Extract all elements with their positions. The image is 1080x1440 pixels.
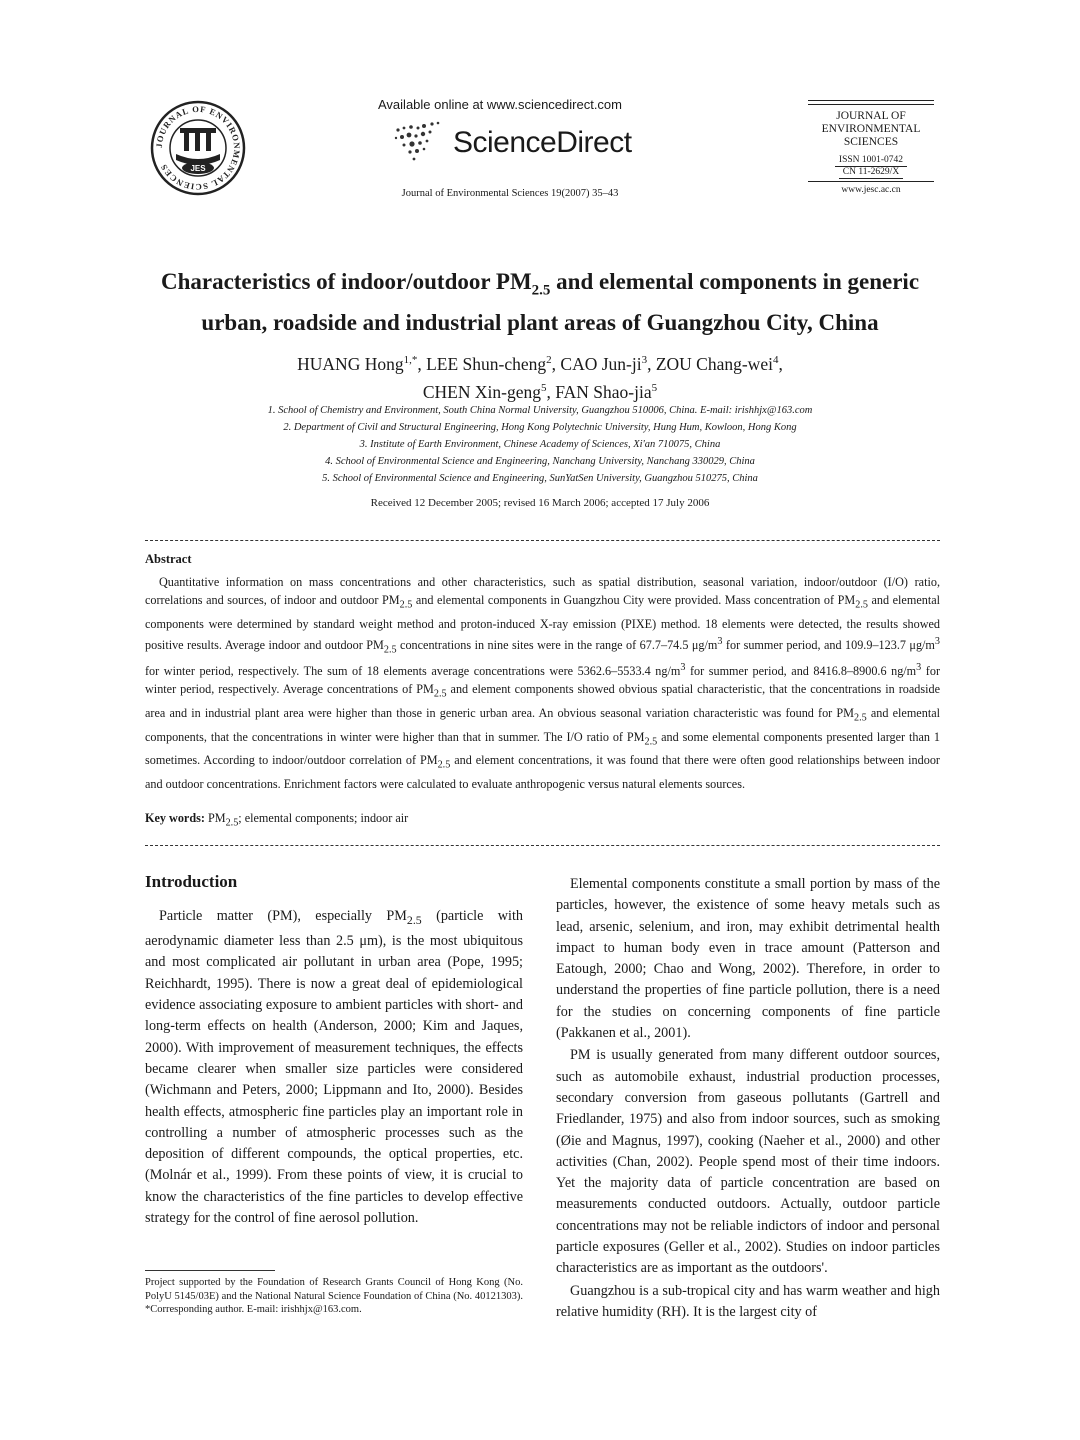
journal-citation: Journal of Environmental Sciences 19(2007) 35–43	[401, 188, 619, 199]
keywords-label: Key words:	[145, 811, 205, 825]
masthead-rule	[808, 104, 934, 105]
author-name[interactable]: CAO Jun-ji	[560, 353, 642, 374]
journal-masthead	[808, 100, 934, 196]
masthead-title: JOURNAL OF ENVIRONMENTAL SCIENCES	[821, 110, 921, 148]
footnote-rule	[145, 1270, 275, 1271]
author-list: HUANG Hong$^{1,*}$, LEE Shun-cheng$^2$, CAO Jun-$ji^3$, ZOU Chang-wei$^4$, CHEN Xin-geng$^5$, FAN Shao-jia$^5$	[297, 353, 783, 402]
column-left	[145, 872, 523, 1229]
author-name[interactable]: HUANG Hong	[297, 353, 404, 374]
abstract-text: Quantitative information on mass concentrations and other characteristics, such as spatial distribution, seasonal variation, indoor/outdoor (I/O) ratio, correlations and sources, of indoor and outdoor $PM_{2.5}$ and elemental components in Guangzhou City were provided. Mass concentration of $PM_{2.5}$ and elemental components were determined by standard weight method and proton-induced X-ray emission (PIXE) method. 18 elements were detected, the results showed positive results. Average indoor and outdoor $PM_{2.5}$ concentrations in nine sites were in the range of 67.7–74.5 $\mu g/m^3$ for summer period, and 109.9–123.7 $\mu g/m^3$ for winter period, respectively. The sum of 18 elements average concentrations were 5362.6–5533.4 $ng/m^3$ for summer period, and 8416.8–8900.6 $ng/m^3$ for winter period, respectively. Average concentrations of $PM_{2.5}$ and element components showed obvious spatial characteristic, that the concentrations in roadside area and in industrial plant area were higher than those in generic urban area. An obvious seasonal variation characteristic was found for $PM_{2.5}$ and elemental components, that the concentrations in winter were higher than that in summer. The I/O ratio of $PM_{2.5}$ and some elemental components presented larger than 1 sometimes. According to indoor/outdoor correlation of $PM_{2.5}$ and element concentrations, it was found that there were often good relationships between indoor and outdoor concentrations. Enrichment factors were calculated to evaluate anthropogenic versus natural elements sources.	[145, 575, 941, 791]
author-name[interactable]: LEE Shun-cheng	[426, 353, 547, 374]
section-heading: Introduction	[145, 872, 238, 891]
affiliations	[130, 402, 950, 487]
section-divider	[145, 845, 940, 846]
journal-logo-icon	[150, 100, 246, 196]
column-right	[556, 874, 940, 1323]
affiliation-item: 3. Institute of Earth Environment, Chinese Academy of Sciences, Xi'an 710075, China	[359, 439, 721, 450]
footnote: Project supported by the Foundation of Research Grants Council of Hong Kong (No. PolyU 5145/03E) and the National Natural Science Foundation of China (No. 40121303). *Corresponding author. E-mail: irishhjx@163.com.	[145, 1277, 523, 1315]
body-paragraph: Particle matter (PM), especially $PM_{2.5}$ (particle with aerodynamic diameter less than 2.5 μm), is the most ubiquitous and most complicated air pollutant in urban area (Pope, 1995; Reichhardt, 1995). There is now a great deal of epidemiological evidence associating exposure to ambient particles with short- and long-term effects on health (Anderson, 2000; Kim and Jaques, 2000). With improvement of measurement techniques, the effects became clearer when smaller size particles were considered (Wichmann and Peters, 2000; Lippmann and Ito, 2000). Besides health effects, atmospheric fine particles play an important role in controlling a number of atmospheric processes such as the deposition of different compounds, the optical properties, etc. (Molnár et al., 1999). From these points of view, it is crucial to know the characteristics of the fine particles to develop effective strategy for the control of fine aerosol pollution.	[145, 908, 523, 1226]
section-divider	[145, 540, 940, 541]
sciencedirect-name: ScienceDirect	[453, 126, 632, 159]
keywords: Key words: $PM_{2.5}$; elemental components; indoor air	[145, 811, 409, 829]
journal-url[interactable]: www.jesc.ac.cn	[841, 185, 901, 195]
body-paragraph: Guangzhou is a sub-tropical city and has warm weather and high relative humidity (RH). It is the largest city of	[556, 1282, 940, 1320]
masthead-rule	[808, 181, 934, 182]
sciencedirect-brand[interactable]	[390, 118, 670, 166]
logo-abbrev: JES	[190, 164, 206, 173]
author-name[interactable]: FAN Shao-jia	[555, 381, 652, 402]
online-availability: Available online at www.sciencedirect.com	[378, 97, 622, 112]
author-name[interactable]: ZOU Chang-wei	[655, 353, 773, 374]
author-name[interactable]: CHEN Xin-geng	[422, 381, 541, 402]
body-paragraph: PM is usually generated from many different outdoor sources, such as automobile exhaust, industrial production processes, secondary conversion from gaseous pollutants (Gartrell and Friedlander, 1975) and also from indoor sources, such as smoking (Øie and Magnus, 1997), cooking (Naeher et al., 2000) and other activities (Chan, 2002). People spend most of their time indoors. Yet the majority data of particle concentration are based on measurements conducted outdoors. Actually, outdoor particle concentrations may not be reliable indictors of indoor and personal particle exposures (Geller et al., 2002). Studies on indoor particles characteristics are as important as the outdoors'.	[556, 1047, 940, 1277]
masthead-issn: ISSN 1001-0742 CN 11-2629/X	[808, 155, 934, 179]
paper-title: Characteristics of indoor/outdoor $PM_{2.5}$ and elemental components in generic urban, roadside and industrial plant areas of Guangzhou City, China	[160, 269, 920, 335]
masthead-rule	[808, 100, 934, 101]
logo-ring-text: JOURNAL OF ENVIRONMENTAL SCIENCES	[153, 103, 243, 193]
abstract-heading: Abstract	[145, 552, 192, 566]
affiliation-item: 5. School of Environmental Science and Engineering, SunYatSen University, Guangzhou 510275, China	[322, 473, 758, 484]
body-paragraph: Elemental components constitute a small portion by mass of the particles, however, the existence of some heavy metals such as lead, arsenic, selenium, and iron, may exhibit detrimental health impact to human body even in trace amount (Patterson and Eatough, 2000; Chao and Wong, 2002). Therefore, in order to understand the properties of fine particle pollution, there is a need for the studies on concerning components of fine particle (Pakkanen et al., 2001).	[556, 876, 940, 1042]
affiliation-item: 1. School of Chemistry and Environment, South China Normal University, Guangzhou 510006, China. E-mail: irishhjx@163.com	[267, 405, 813, 416]
received-dates: Received 12 December 2005; revised 16 March 2006; accepted 17 July 2006	[370, 497, 710, 509]
affiliation-item: 2. Department of Civil and Structural Engineering, Hong Kong Polytechnic University, Hung Hum, Kowloon, Hong Kong	[283, 422, 797, 433]
affiliation-item: 4. School of Environmental Science and Engineering, Nanchang University, Nanchang 330029, China	[325, 456, 755, 467]
sciencedirect-logo-icon	[390, 118, 444, 166]
